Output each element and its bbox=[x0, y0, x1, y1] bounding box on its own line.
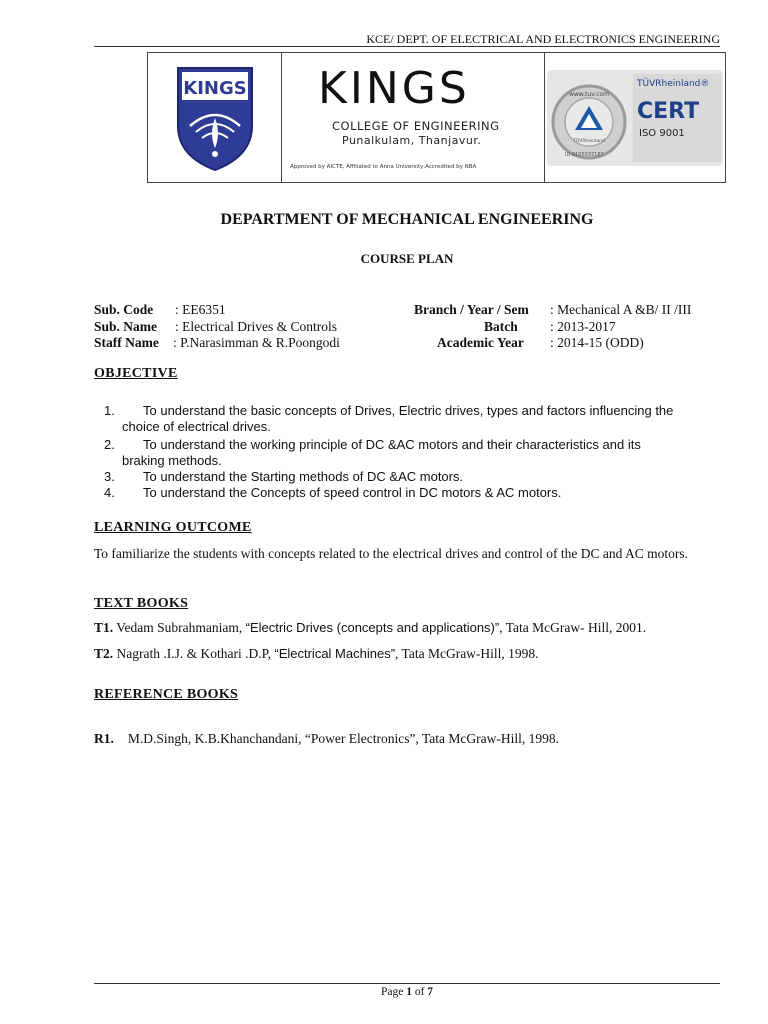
objective-number: 2. bbox=[104, 437, 115, 452]
textbook-publisher: , Tata McGraw-Hill, 1998. bbox=[395, 646, 539, 661]
page-total: 7 bbox=[427, 986, 434, 998]
logo-cell bbox=[148, 53, 282, 182]
college-name: KINGS bbox=[318, 63, 470, 114]
college-name-cell bbox=[282, 53, 545, 182]
cert-word-text: CERT bbox=[637, 98, 700, 124]
academic-year-label: Academic Year bbox=[437, 335, 524, 350]
cert-brand-text: TÜVRheinland® bbox=[637, 78, 710, 89]
footer-rule bbox=[94, 983, 720, 984]
header-rule bbox=[94, 46, 720, 47]
objective-list bbox=[94, 403, 720, 501]
learning-outcome-heading: LEARNING OUTCOME bbox=[94, 520, 252, 535]
college-subtitle: COLLEGE OF ENGINEERING bbox=[332, 119, 500, 133]
sub-code-value: : EE6351 bbox=[175, 302, 226, 317]
textbook-publisher: , Tata McGraw- Hill, 2001. bbox=[499, 620, 647, 635]
textbook-title: “Electrical Machines” bbox=[274, 646, 396, 661]
seal-url-text: www.tuv.com bbox=[568, 90, 610, 98]
college-location: Punalkulam, Thanjavur. bbox=[342, 134, 482, 147]
college-banner bbox=[147, 52, 726, 183]
objective-number: 3. bbox=[104, 469, 115, 484]
textbook-code: T1. bbox=[94, 620, 114, 635]
academic-year-value: : 2014-15 (ODD) bbox=[550, 335, 644, 350]
objective-item bbox=[94, 403, 720, 435]
objective-number: 1. bbox=[104, 403, 115, 418]
objective-number: 4. bbox=[104, 485, 115, 500]
learning-outcome-text: To familiarize the students with concepts related to the electrical drives and control of the DC and AC motors. bbox=[94, 546, 689, 561]
textbook-author: Vedam Subrahmaniam, bbox=[113, 620, 246, 635]
textbook-title: “Electric Drives (concepts and applications)” bbox=[245, 620, 500, 635]
certification-cell bbox=[545, 53, 725, 182]
staff-name-label: Staff Name bbox=[94, 335, 159, 350]
document-subtitle: COURSE PLAN bbox=[360, 251, 454, 266]
sub-code-label: Sub. Code bbox=[94, 302, 154, 317]
textbook-entry bbox=[94, 646, 539, 662]
tuv-cert-badge-icon bbox=[547, 70, 723, 166]
sub-name-value: : Electrical Drives & Controls bbox=[175, 319, 337, 334]
reference-entry bbox=[94, 731, 559, 747]
objective-text-line2: choice of electrical drives. bbox=[122, 419, 271, 434]
seal-id-text: ID 9105037187 bbox=[565, 151, 604, 158]
reference-text: M.D.Singh, K.B.Khanchandani, “Power Electronics”, Tata McGraw-Hill, 1998. bbox=[127, 731, 559, 746]
objective-text-line1: To understand the basic concepts of Drives, Electric drives, types and factors influencing the bbox=[143, 403, 674, 418]
accreditation-note: Approved by AICTE, Affiliated to Anna University,Accredited by NBA bbox=[290, 164, 477, 170]
textbook-code: T2. bbox=[94, 646, 114, 661]
running-header: KCE/ DEPT. OF ELECTRICAL AND ELECTRONICS ENGINEERING bbox=[366, 32, 720, 46]
reference-books-heading: REFERENCE BOOKS bbox=[94, 687, 239, 702]
page-of: of bbox=[411, 986, 428, 998]
page-footer bbox=[94, 986, 720, 998]
batch-label: Batch bbox=[484, 319, 518, 334]
staff-name-value: : P.Narasimman & R.Poongodi bbox=[173, 335, 340, 350]
objective-item bbox=[94, 469, 720, 485]
page-current: 1 bbox=[406, 986, 412, 998]
department-title: DEPARTMENT OF MECHANICAL ENGINEERING bbox=[220, 211, 594, 228]
college-crest-icon bbox=[174, 64, 256, 172]
objective-text-line1: To understand the Concepts of speed control in DC motors & AC motors. bbox=[143, 485, 562, 500]
cert-iso-text: ISO 9001 bbox=[639, 127, 685, 139]
seal-brand-text: TÜVRheinland bbox=[573, 138, 605, 144]
textbook-entry bbox=[94, 620, 646, 636]
objective-item bbox=[94, 437, 720, 469]
objective-text-line1: To understand the Starting methods of DC &AC motors. bbox=[143, 469, 464, 484]
objective-text-line1: To understand the working principle of DC &AC motors and their characteristics and its bbox=[143, 437, 641, 452]
objective-item bbox=[94, 485, 720, 501]
page-prefix: Page bbox=[380, 986, 407, 998]
text-books-heading: TEXT BOOKS bbox=[94, 596, 189, 611]
batch-value: : 2013-2017 bbox=[550, 319, 616, 334]
textbook-author: Nagrath .I.J. & Kothari .D.P, bbox=[113, 646, 275, 661]
objective-text-line2: braking methods. bbox=[122, 453, 222, 468]
crest-logo-text: KINGS bbox=[182, 77, 247, 99]
objective-heading: OBJECTIVE bbox=[94, 366, 178, 381]
branch-label: Branch / Year / Sem bbox=[414, 302, 529, 317]
sub-name-label: Sub. Name bbox=[94, 319, 158, 334]
branch-value: : Mechanical A &B/ II /III bbox=[550, 302, 692, 317]
reference-code: R1. bbox=[94, 731, 114, 746]
